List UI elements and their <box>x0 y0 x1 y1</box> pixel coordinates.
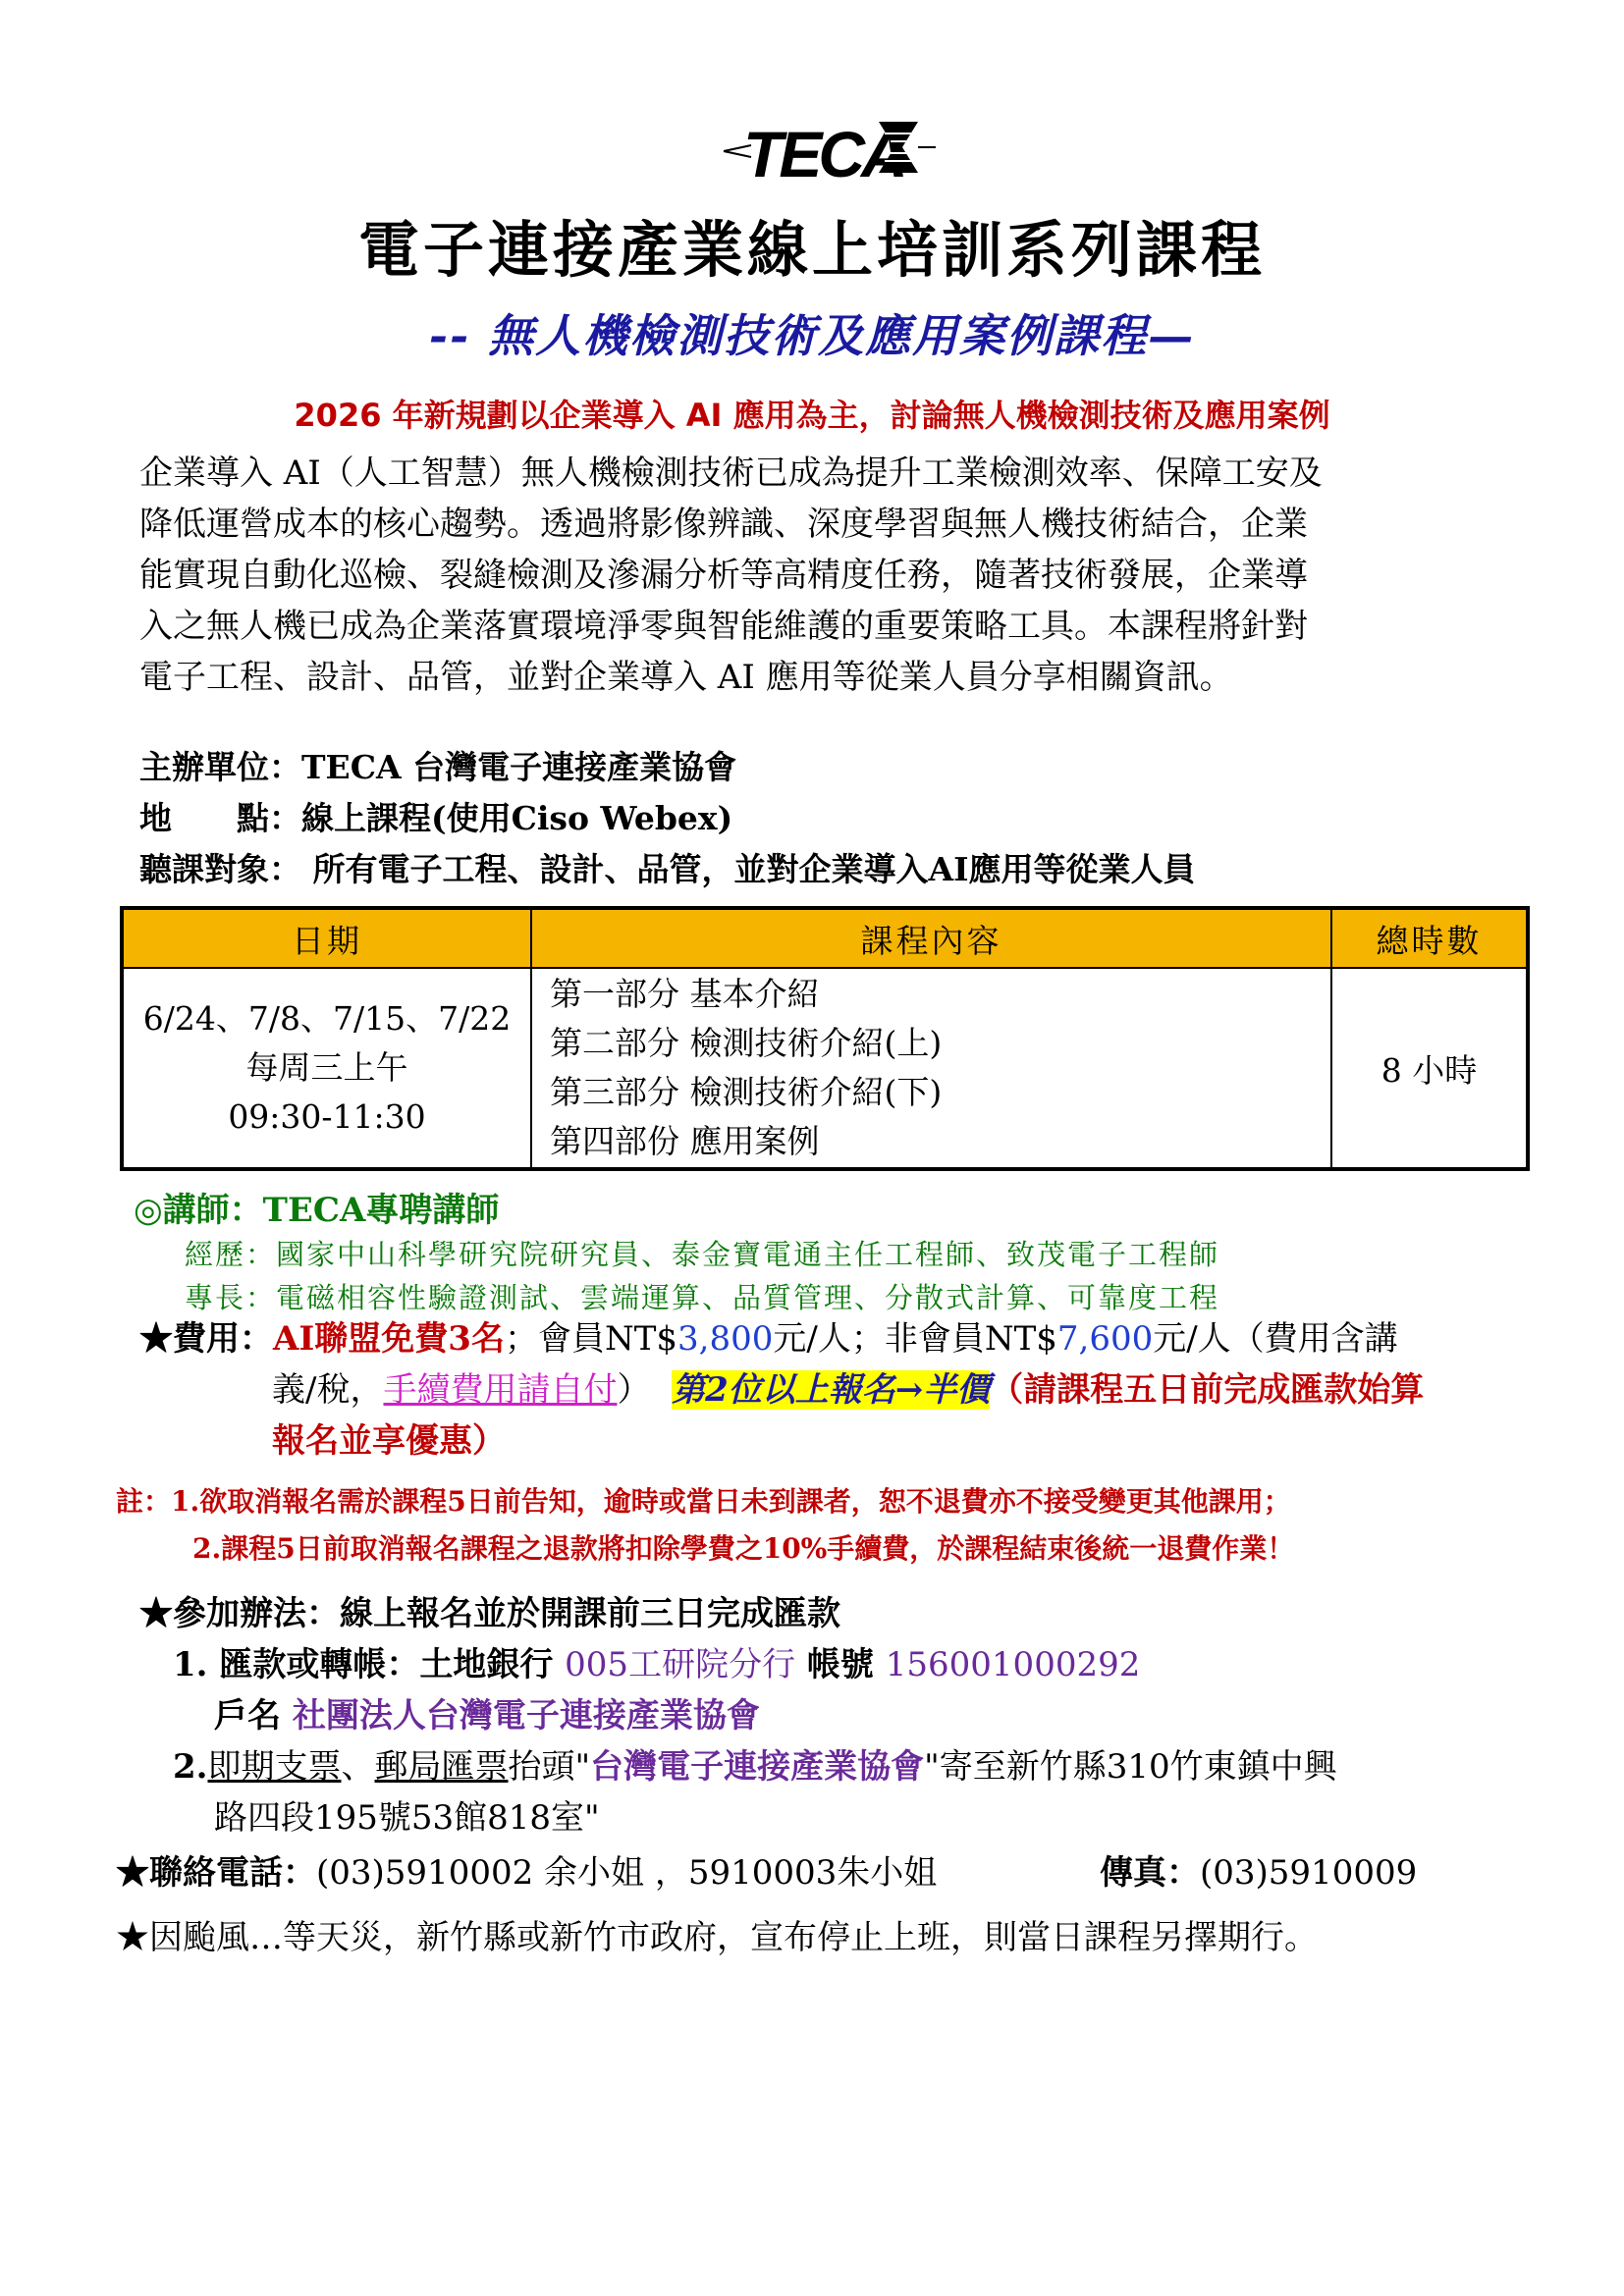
fee-member-post: 元/人；非會員NT$ <box>773 1319 1057 1359</box>
schedule-date-cell <box>122 968 531 1169</box>
logo-text: TECA <box>743 118 904 190</box>
fee-line-1 <box>139 1313 1514 1364</box>
schedule-dates: 6/24、7/8、7/15、7/22 <box>142 999 512 1038</box>
location-label: 地 點： <box>139 799 301 837</box>
check-num: 2. <box>173 1747 208 1787</box>
organizer-label: 主辦單位： <box>139 748 301 786</box>
fax-label: 傳真： <box>1100 1853 1200 1893</box>
fee-line-3: 報名並享優惠） <box>272 1421 506 1461</box>
address-2: 路四段195號53館818室" <box>214 1798 600 1838</box>
teacher-expertise: 專長：電磁相容性驗證測試、雲端運算、品質管理、分散式計算、可靠度工程 <box>185 1281 1220 1314</box>
content-part: 第二部分 檢測技術介紹(上) <box>550 1024 943 1062</box>
location-row <box>139 793 1534 839</box>
fee-line2-pre: 義/稅， <box>272 1370 384 1410</box>
typhoon-notice: ★因颱風…等天災，新竹縣或新竹市政府，宣布停止上班，則當日課程另擇期行。 <box>116 1918 1318 1957</box>
schedule-header-row <box>122 908 1528 968</box>
check-type: 即期支票 <box>207 1747 342 1787</box>
payee: 台灣電子連接產業協會 <box>590 1747 925 1787</box>
account-label: 帳號 <box>795 1645 886 1684</box>
audience-row <box>139 844 1534 890</box>
teacher-experience: 經歷：國家中山科學研究院研究員、泰金寶電通主任工程師、致茂電子工程師 <box>185 1238 1220 1271</box>
audience-value: 所有電子工程、設計、品管，並對企業導入AI應用等從業人員 <box>301 850 1196 888</box>
header-date: 日期 <box>122 908 531 968</box>
fee-deadline: （請課程五日前完成匯款始算 <box>990 1370 1425 1410</box>
intro-line: 能實現自動化巡檢、裂縫檢測及滲漏分析等高精度任務，隨著技術發展，企業導 <box>139 556 1308 595</box>
fee-free: AI聯盟免費3名 <box>273 1319 505 1359</box>
account-name: 社團法人台灣電子連接產業協會 <box>292 1696 760 1735</box>
fee-handling: 手續費用請自付 <box>383 1370 618 1410</box>
fee-nonmember-post: 元/人（費用含講 <box>1153 1319 1398 1359</box>
money-order: 郵局匯票 <box>374 1747 509 1787</box>
audience-label: 聽課對象： <box>139 850 301 888</box>
location-value: 線上課程(使用Ciso Webex) <box>301 799 733 837</box>
intro-line: 企業導入 AI（人工智慧）無人機檢測技術已成為提升工業檢測效率、保障工安及 <box>139 454 1323 493</box>
account-name-row <box>214 1688 760 1736</box>
phone-value: (03)5910002 余小姐 ，5910003朱小姐 <box>316 1853 938 1893</box>
intro-line: 降低運營成本的核心趨勢。透過將影像辨識、深度學習與無人機技術結合，企業 <box>139 505 1308 544</box>
fax-value: (03)5910009 <box>1200 1853 1418 1893</box>
check-mid: 抬頭" <box>508 1747 591 1787</box>
schedule-table <box>120 906 1530 1171</box>
schedule-content-cell <box>531 968 1331 1169</box>
fee-line2-mid: ） <box>617 1370 651 1410</box>
teca-logo <box>722 110 938 192</box>
address-1: "寄至新竹縣310竹東鎮中興 <box>924 1747 1337 1787</box>
intro-line: 電子工程、設計、品管，並對企業導入 AI 應用等從業人員分享相關資訊。 <box>139 658 1233 697</box>
fee-label: ★費用： <box>139 1319 273 1359</box>
check-sep: 、 <box>341 1747 375 1787</box>
fee-half-price: 第2位以上報名→半價 <box>672 1370 991 1410</box>
bank-pre: 1. 匯款或轉帳：土地銀行 <box>173 1645 566 1684</box>
header-content: 課程內容 <box>531 908 1331 968</box>
bank-branch: 005工研院分行 <box>565 1645 796 1684</box>
bank-row <box>173 1637 1140 1685</box>
headline: 2026 年新規劃以企業導入 AI 應用為主，討論無人機檢測技術及應用案例 <box>294 397 1330 434</box>
content-part: 第四部份 應用案例 <box>550 1122 820 1160</box>
fee-nonmember-price: 7,600 <box>1056 1319 1154 1359</box>
phone-label: ★聯絡電話： <box>116 1853 316 1893</box>
schedule-weekday: 每周三上午 <box>245 1048 408 1087</box>
note-1: 註：1.欲取消報名需於課程5日前告知，逾時或當日未到課者，恕不退費亦不接受變更其他課用； <box>116 1485 1291 1518</box>
intro-paragraph <box>139 448 1504 703</box>
fax-row <box>1100 1845 1417 1894</box>
account-name-label: 戶名 <box>214 1696 293 1735</box>
organizer-row <box>139 742 1534 788</box>
teacher-title: ◎講師：TECA專聘講師 <box>134 1191 500 1230</box>
contact-row <box>116 1845 937 1894</box>
page-title: 電子連接產業線上培訓系列課程 <box>357 214 1266 286</box>
account-number: 156001000292 <box>885 1645 1141 1684</box>
content-part: 第三部分 檢測技術介紹(下) <box>550 1073 943 1111</box>
fee-member-price: 3,800 <box>677 1319 774 1359</box>
fee-member-pre: ；會員NT$ <box>504 1319 678 1359</box>
organizer-value: TECA 台灣電子連接產業協會 <box>301 748 737 786</box>
fee-section <box>139 1313 1514 1467</box>
join-title: ★參加辦法：線上報名並於開課前三日完成匯款 <box>139 1594 840 1633</box>
note-2: 2.課程5日前取消報名課程之退款將扣除學費之10%手續費，於課程結束後統一退費作業！ <box>192 1532 1295 1565</box>
header-hours: 總時數 <box>1331 908 1528 968</box>
fee-line-2 <box>139 1364 1514 1415</box>
schedule-row <box>122 968 1528 1169</box>
content-part: 第一部分 基本介紹 <box>550 975 820 1013</box>
schedule-hours-cell: 8 小時 <box>1331 968 1528 1169</box>
intro-line: 入之無人機已成為企業落實環境淨零與智能維護的重要策略工具。本課程將針對 <box>139 607 1308 646</box>
check-row <box>173 1739 1337 1788</box>
schedule-time: 09:30-11:30 <box>228 1097 426 1136</box>
course-subtitle: -- 無人機檢測技術及應用案例課程— <box>428 309 1196 362</box>
